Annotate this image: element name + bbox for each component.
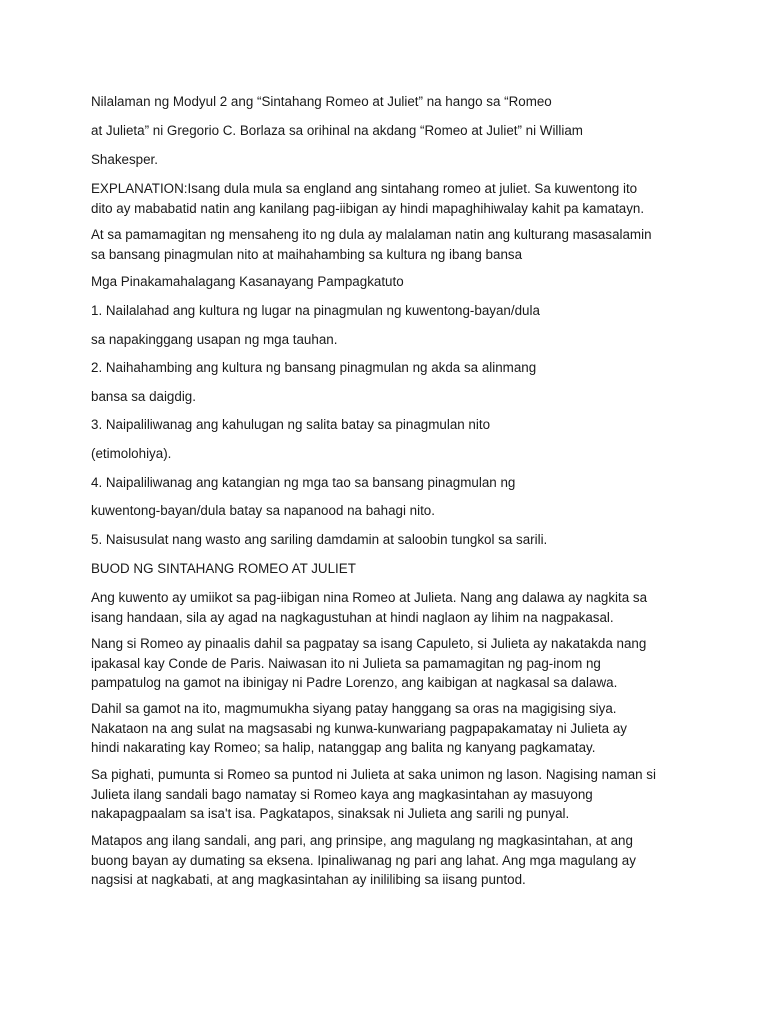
intro-line-1: Nilalaman ng Modyul 2 ang “Sintahang Romeo at Juliet” na hango sa “Romeo [91, 94, 552, 109]
intro-paragraph-cont [91, 121, 691, 141]
lesson-item-4 [91, 473, 691, 493]
lesson-item-1 [91, 301, 691, 321]
summary-p4-line-3: nakapagpaalam sa isa't isa. Pagkatapos, sinaksak ni Julieta ang sarili ng punyal. [91, 806, 570, 821]
lesson-item-2 [91, 358, 691, 378]
summary-p5-line-3: nagsisi at nagkabati, at ang magkasintahan ay inililibing sa iisang puntod. [91, 872, 526, 887]
lesson-item-1-line-1: 1. Nailalahad ang kultura ng lugar na pinagmulan ng kuwentong-bayan/dula [91, 303, 540, 318]
lesson-item-2-cont [91, 387, 691, 407]
lesson-item-4-line-1: 4. Naipaliliwanag ang katangian ng mga tao sa bansang pinagmulan ng [91, 475, 516, 490]
summary-p4-line-1: Sa pighati, pumunta si Romeo sa puntod ni Julieta at saka unimon ng lason. Nagising naman si [91, 767, 656, 782]
message-paragraph [91, 225, 691, 264]
summary-p1-line-1: Ang kuwento ay umiikot sa pag-iibigan nina Romeo at Julieta. Nang ang dalawa ay nagkita sa [91, 590, 648, 605]
summary-p5-line-2: buong bayan ay dumating sa eksena. Ipinaliwanag ng pari ang lahat. Ang mga magulang ay [91, 852, 636, 868]
intro-paragraph [91, 92, 691, 112]
lesson-item-3-line-2: (etimolohiya). [91, 446, 172, 461]
lesson-item-5-line-1: 5. Naisusulat nang wasto ang sariling damdamin at saloobin tungkol sa sarili. [91, 532, 548, 547]
lesson-item-2-line-1: 2. Naihahambing ang kultura ng bansang pinagmulan ng akda sa alinmang [91, 360, 537, 375]
lesson-item-3 [91, 415, 691, 435]
intro-line-2: at Julieta” ni Gregorio C. Borlaza sa orihinal na akdang “Romeo at Juliet” ni William [91, 123, 583, 138]
summary-p4-line-2: Julieta ilang sandali bago namatay si Romeo kaya ang magkasintahan ay masuyong [91, 786, 593, 802]
message-line-1: At sa pamamagitan ng mensaheng ito ng dula ay malalaman natin ang kulturang masasalamin [91, 227, 652, 242]
lesson-item-2-line-2: bansa sa daigdig. [91, 389, 196, 404]
intro-line-3: Shakesper. [91, 152, 158, 167]
lesson-item-4-cont [91, 501, 691, 521]
summary-paragraph-4 [91, 765, 691, 824]
summary-p1-line-2: isang handaan, sila ay agad na nagkagustuhan at hindi naglaon ay lihim na nagpakasal. [91, 609, 614, 625]
summary-p2-line-3: pampatulog na gamot na ibinigay ni Padre Lorenzo, ang kaibigan at nagkasal sa dalawa. [91, 675, 618, 690]
lesson-item-3-cont [91, 444, 691, 464]
summary-heading-text: BUOD NG SINTAHANG ROMEO AT JULIET [91, 561, 356, 576]
summary-p3-line-2: Nakataon na ang sulat na magsasabi ng kunwa-kunwariang pagpapakamatay ni Julieta ay [91, 720, 627, 736]
summary-paragraph-2 [91, 634, 691, 693]
intro-paragraph-end [91, 150, 691, 170]
lesson-item-1-line-2: sa napakinggang usapan ng mga tauhan. [91, 332, 338, 347]
summary-p3-line-1: Dahil sa gamot na ito, magmumukha siyang patay hanggang sa oras na magigising siya. [91, 701, 617, 716]
lesson-item-4-line-2: kuwentong-bayan/dula batay sa napanood na bahagi nito. [91, 503, 435, 518]
message-line-2: sa bansang pinagmulan nito at maihahambing sa kultura ng ibang bansa [91, 246, 523, 262]
summary-paragraph-3 [91, 699, 691, 758]
explanation-paragraph [91, 179, 691, 218]
lesson-item-5 [91, 530, 691, 550]
summary-p2-line-1: Nang si Romeo ay pinaalis dahil sa pagpatay sa isang Capuleto, si Julieta ay nakatakda nang [91, 636, 647, 651]
summary-heading [91, 559, 691, 579]
summary-paragraph-1 [91, 588, 691, 627]
summary-p2-line-2: ipakasal kay Conde de Paris. Naiwasan ito ni Julieta sa pamamagitan ng pag-inom ng [91, 655, 601, 671]
lesson-item-1-cont [91, 330, 691, 350]
explanation-line-2: dito ay mababatid natin ang kanilang pag-iibigan ay hindi mapaghihiwalay kahit pa kamatayn. [91, 200, 645, 216]
summary-p5-line-1: Matapos ang ilang sandali, ang pari, ang prinsipe, ang magulang ng magkasintahan, at ang [91, 833, 633, 848]
explanation-line-1: EXPLANATION:Isang dula mula sa england ang sintahang romeo at juliet. Sa kuwentong ito [91, 181, 638, 196]
lessons-heading-text: Mga Pinakamahalagang Kasanayang Pampagkatuto [91, 274, 404, 289]
lesson-item-3-line-1: 3. Naipaliliwanag ang kahulugan ng salita batay sa pinagmulan nito [91, 417, 491, 432]
summary-paragraph-5 [91, 831, 691, 890]
lessons-heading [91, 272, 691, 292]
summary-p3-line-3: hindi nakarating kay Romeo; sa halip, natanggap ang balita ng kanyang pagkamatay. [91, 740, 596, 755]
